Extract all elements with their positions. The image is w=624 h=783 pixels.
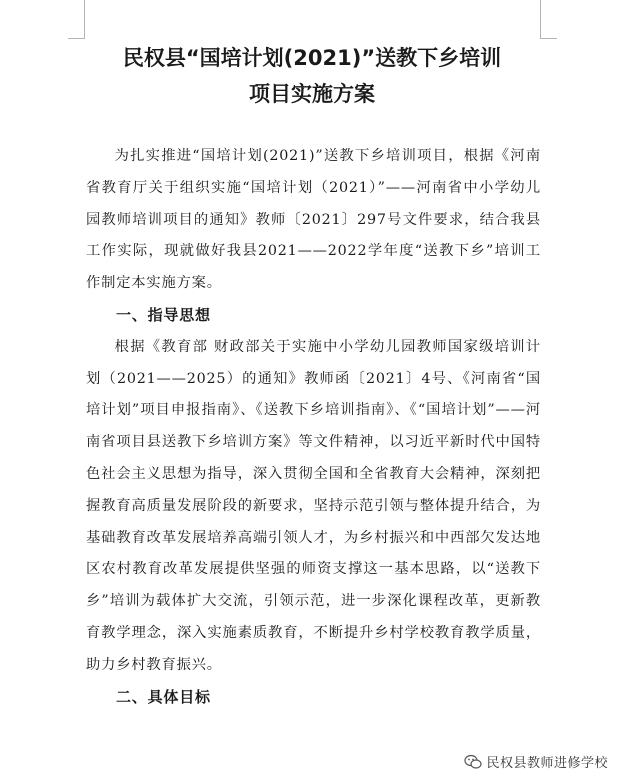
document-body	[86, 141, 541, 713]
guiding-ideology-paragraph: 根据《教育部 财政部关于实施中小学幼儿园教师国家级培训计划（2021——2025）的通知》教师函〔2021〕4号、《河南省“国培计划”项目申报指南》、《送教下乡培训指南》、《“国培计划”——河南省项目县送教下乡培训方案》等文件精神，以习近平新时代中国特色社会主义思想为指导，深入贯彻全国和全省教育大会精神，深刻把握教育高质量发展阶段的新要求，坚持示范引领与整体提升结合，为基础教育改革发展培养高端引领人才，为乡村振兴和中西部欠发达地区农村教育改革发展提供坚强的师资支撑这一基本思路，以“送教下乡”培训为载体扩大交流，引领示范，进一步深化课程改革，更新教育教学理念，深入实施素质教育，不断提升乡村学校教育教学质量，助力乡村教育振兴。	[86, 338, 541, 673]
title-line-1: 民权县“国培计划(2021)”送教下乡培训	[122, 46, 502, 70]
crop-mark-top-left	[68, 0, 85, 39]
wechat-icon	[464, 754, 482, 770]
intro-paragraph: 为扎实推进“国培计划(2021)”送教下乡培训项目，根据《河南省教育厅关于组织实施“国培计划（2021）”——河南省中小学幼儿园教师培训项目的通知》教师〔2021〕297号文件要求，结合我县工作实际，现就做好我县2021——2022学年度“送教下乡”培训工作制定本实施方案。	[86, 148, 541, 292]
title-line-2: 项目实施方案	[249, 82, 375, 106]
section-heading-guiding-ideology: 一、指导思想	[116, 305, 211, 324]
source-watermark	[462, 752, 610, 771]
watermark-text: 民权县教师进修学校	[486, 756, 608, 771]
crop-mark-top-right	[540, 0, 557, 39]
section-heading-specific-goals: 二、具体目标	[116, 687, 211, 706]
document-title	[70, 40, 554, 112]
